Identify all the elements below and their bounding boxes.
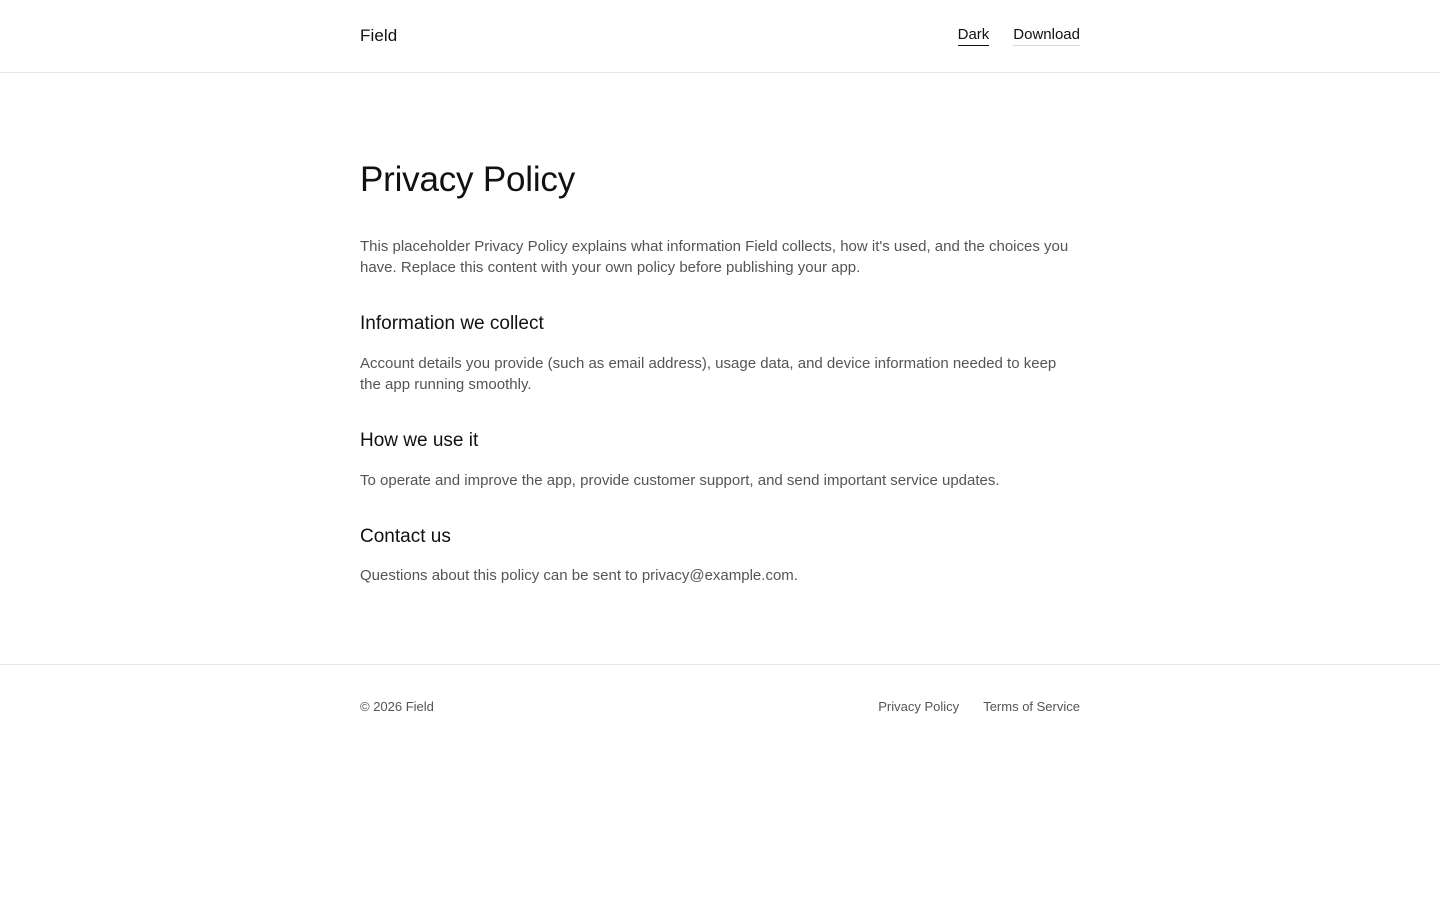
section-heading-information: Information we collect bbox=[360, 313, 544, 334]
dark-mode-toggle[interactable]: Dark bbox=[958, 26, 990, 46]
section-heading-usage: How we use it bbox=[360, 429, 479, 451]
copyright-text: © 2026 Field bbox=[360, 698, 434, 714]
page-title: Privacy Policy bbox=[360, 160, 576, 199]
section-heading-contact: Contact us bbox=[360, 525, 451, 547]
section-body-usage: To operate and improve the app, provide customer support, and send important service updates. bbox=[360, 471, 1000, 489]
main-content bbox=[360, 73, 1080, 664]
footer-link-terms[interactable]: Terms of Service bbox=[983, 698, 1080, 714]
footer-container bbox=[360, 665, 1080, 747]
footer-links bbox=[878, 699, 1080, 714]
section-body-information: Account details you provide (such as email address), usage data, and device information needed to keep the app running smoothly. bbox=[360, 354, 1057, 393]
header-container bbox=[360, 0, 1080, 72]
site-footer bbox=[0, 664, 1440, 747]
site-header bbox=[0, 0, 1440, 73]
footer-link-privacy[interactable]: Privacy Policy bbox=[878, 698, 960, 714]
intro-paragraph: This placeholder Privacy Policy explains what information Field collects, how it's used, and the choices you have. Replace this content with your own policy before publishing your app. bbox=[360, 238, 1069, 276]
header-nav bbox=[958, 26, 1080, 46]
download-link[interactable]: Download bbox=[1013, 26, 1080, 46]
brand-link[interactable]: Field bbox=[360, 26, 398, 45]
section-body-contact: Questions about this policy can be sent to privacy@example.com. bbox=[360, 567, 798, 585]
